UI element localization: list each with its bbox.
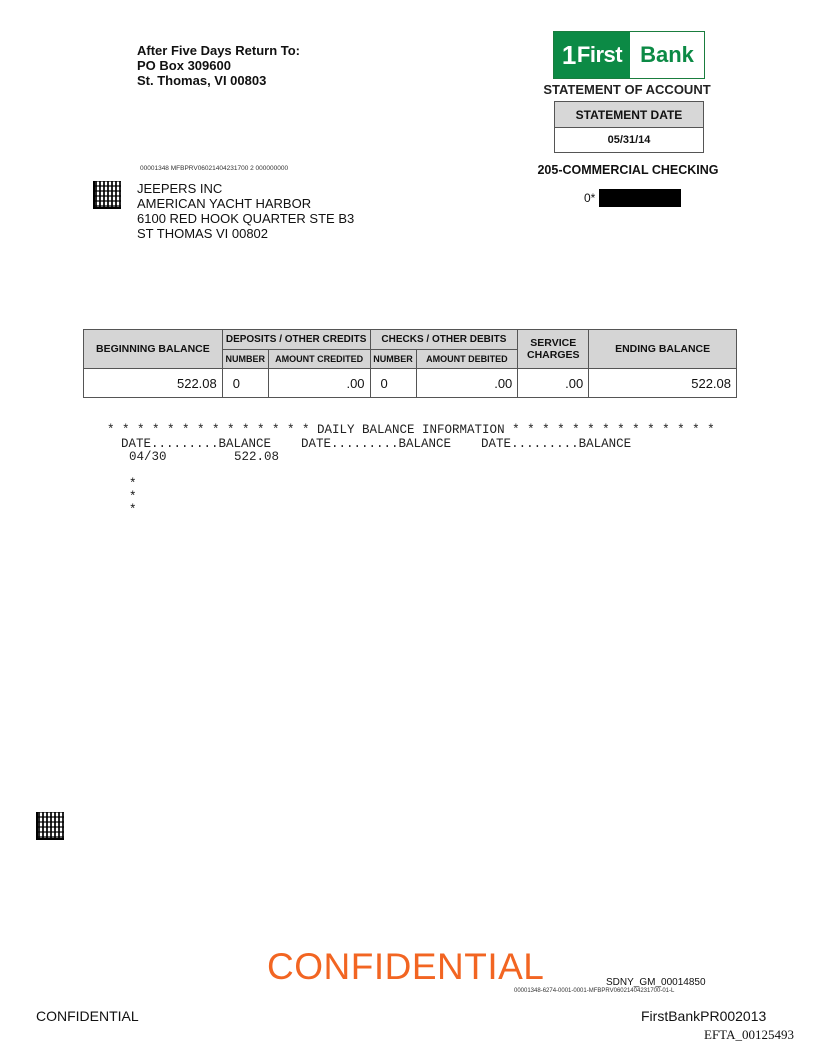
redaction-bar xyxy=(599,189,681,207)
account-summary-table xyxy=(83,329,737,398)
statement-title: STATEMENT OF ACCOUNT xyxy=(543,82,711,97)
daily-balance-header: * * * * * * * * * * * * * * DAILY BALANCE INFORMATION * * * * * * * * * * * * * * xyxy=(107,423,715,437)
header-ending-balance: ENDING BALANCE xyxy=(589,330,737,369)
header-deposits-group: DEPOSITS / OTHER CREDITS xyxy=(222,330,370,350)
header-checks-group: CHECKS / OTHER DEBITS xyxy=(370,330,518,350)
cell-ending-balance: 522.08 xyxy=(589,369,737,398)
daily-balance-columns: DATE.........BALANCE DATE.........BALANCE DATE.........BALANCE xyxy=(121,437,632,451)
cell-checks-number: 0 xyxy=(370,369,416,398)
mailing-address xyxy=(137,181,354,241)
header-amount-debited: AMOUNT DEBITED xyxy=(416,349,518,369)
barcode-text: 00001348 MFBPRV06021404231700 2 000000000 xyxy=(140,165,289,172)
mailing-address-line1: JEEPERS INC xyxy=(137,181,223,196)
logo-bank-text: Bank xyxy=(630,32,704,78)
cell-deposits-number: 0 xyxy=(222,369,268,398)
statement-date-value: 05/31/14 xyxy=(607,134,651,146)
footer-confidential: CONFIDENTIAL xyxy=(36,1008,139,1024)
logo-first-text: First xyxy=(576,42,623,67)
efta-number: EFTA_00125493 xyxy=(704,1027,794,1042)
mailing-address-line3: 6100 RED HOOK QUARTER STE B3 xyxy=(137,211,355,226)
list-item xyxy=(129,451,279,464)
return-address xyxy=(137,43,300,88)
cell-amount-credited: .00 xyxy=(268,369,370,398)
mailing-address-line2: AMERICAN YACHT HARBOR xyxy=(137,196,312,211)
return-address-line2: PO Box 309600 xyxy=(137,58,231,73)
logo-numeral: 1 xyxy=(561,39,576,70)
cell-service-charges: .00 xyxy=(518,369,589,398)
star-marker: * xyxy=(129,490,137,504)
logo-left-panel xyxy=(554,32,630,78)
star-marker: * xyxy=(129,477,137,491)
statement-date-box xyxy=(554,101,704,153)
confidential-watermark: CONFIDENTIAL xyxy=(267,946,545,987)
header-checks-number: NUMBER xyxy=(370,349,416,369)
daily-balance: 522.08 xyxy=(234,450,280,464)
account-number xyxy=(584,189,681,207)
header-deposits-number: NUMBER xyxy=(222,349,268,369)
account-number-prefix: 0* xyxy=(584,191,596,205)
datamatrix-code-icon xyxy=(93,181,121,209)
mailing-address-line4: ST THOMAS VI 00802 xyxy=(137,226,269,241)
bates-small-text: 00001348-6274-0001-0001-MFBPRV06021404231700-01-L xyxy=(514,988,675,994)
statement-date-label: STATEMENT DATE xyxy=(555,102,703,128)
return-address-line1: After Five Days Return To: xyxy=(137,43,301,58)
bank-logo xyxy=(553,31,705,79)
bates-number: SDNY_GM_00014850 xyxy=(606,977,706,988)
header-amount-credited: AMOUNT CREDITED xyxy=(268,349,370,369)
header-service-charges: SERVICE CHARGES xyxy=(518,330,589,369)
star-marker: * xyxy=(129,503,137,517)
daily-date: 04/30 xyxy=(129,450,167,464)
cell-beginning-balance: 522.08 xyxy=(84,369,223,398)
account-type: 205-COMMERCIAL CHECKING xyxy=(537,163,719,177)
footer-control-number: FirstBankPR002013 xyxy=(641,1008,767,1024)
header-beginning-balance: BEGINNING BALANCE xyxy=(84,330,223,369)
return-address-line3: St. Thomas, VI 00803 xyxy=(137,73,267,88)
cell-amount-debited: .00 xyxy=(416,369,518,398)
table-row xyxy=(84,369,737,398)
datamatrix-code-icon xyxy=(36,812,64,840)
